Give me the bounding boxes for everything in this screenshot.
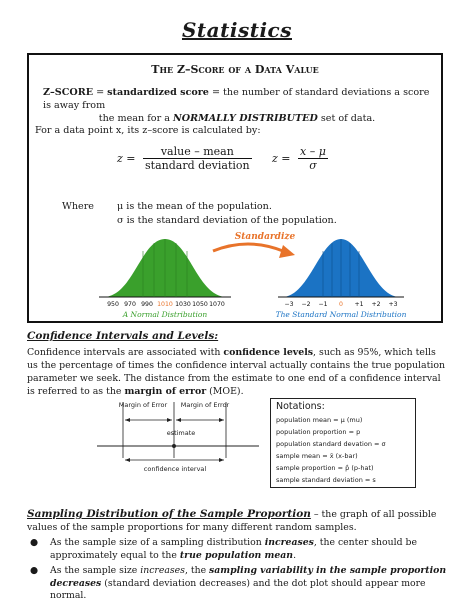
where-label: Where [62, 201, 94, 212]
b2-text-c: (standard deviation decreases) and the dot plot should appear more normal. [50, 577, 426, 601]
page-title: Statistics [181, 18, 292, 42]
left-caption: A Normal Distribution [122, 310, 208, 319]
bullet-item [30, 537, 450, 562]
left-tick-label: 1010 [157, 301, 173, 308]
ci-text-2: , such as 95%, which tells us the percentage of times the confidence interval actually contains the true population parameter we seek. The distance from the estimate to one end of a confidence interval is referred to as the [27, 347, 446, 397]
left-tick-label: 950 [107, 301, 119, 308]
ci-confidence-levels: confidence levels [223, 347, 314, 358]
point-line: For a data point x, its z–score is calculated by: [35, 125, 261, 136]
where-mu: μ is the mean of the population. [117, 201, 272, 212]
right-tick-label: +2 [371, 301, 381, 308]
def-emph: NORMALLY DISTRIBUTED [172, 113, 318, 124]
left-tick-label: 1050 [192, 301, 208, 308]
normal-curves-figure [33, 231, 437, 321]
right-tick-label: −1 [318, 301, 328, 308]
formula1-lhs: z = [117, 152, 136, 165]
ci-margin-of-error: margin of error [124, 386, 207, 397]
sampling-paragraph [27, 508, 449, 534]
notation-item: population standard devation = σ [276, 440, 386, 448]
standardize-label: Standardize [234, 232, 296, 242]
def-rest1: = the number of standard deviations a score is away from [43, 87, 430, 111]
ci-text-1: Confidence intervals are associated with [27, 347, 224, 358]
zscore-standardized: standardized score [107, 87, 209, 98]
notations-title: Notations: [276, 401, 325, 412]
notation-item: sample proportion = p̂ (p-hat) [276, 464, 374, 472]
left-tick-label: 970 [124, 301, 136, 308]
right-tick-label: −2 [301, 301, 311, 308]
margin-of-error-left-label: Margin of Error [118, 401, 168, 409]
b1-emph: increases [264, 537, 314, 548]
def-rest2b: set of data. [317, 113, 376, 124]
formula2-lhs: z = [272, 152, 291, 165]
zscore-term: Z–SCORE [43, 87, 94, 98]
right-tick-label: +3 [388, 301, 398, 308]
zscore-formula-symbols [272, 145, 328, 172]
zscore-heading: The Z–Score of a Data Value [151, 63, 319, 76]
left-tick-label: 1030 [175, 301, 191, 308]
estimate-label: estimate [166, 429, 196, 437]
b2-bold: sampling variability in the sample proportion decreases [50, 565, 447, 589]
formula2-denominator: σ [309, 159, 317, 172]
sampling-rest: – the graph of all possible values of the sample proportions for many different random samples. [27, 509, 437, 533]
confidence-interval-label: confidence interval [143, 465, 207, 473]
formula2-numerator: x – μ [300, 145, 326, 158]
right-caption: The Standard Normal Distribution [275, 310, 407, 319]
ci-arrowheads [125, 418, 224, 462]
right-tick-label: −3 [284, 301, 294, 308]
confidence-interval-diagram [95, 398, 265, 478]
b2-text-a: As the sample size [50, 565, 141, 576]
sampling-heading: Sampling Distribution of the Sample Proportion [27, 508, 311, 520]
confidence-paragraph [27, 346, 449, 398]
sampling-bullets [30, 537, 450, 606]
where-sigma: σ is the standard deviation of the population. [117, 215, 337, 226]
left-tick-label: 1070 [209, 301, 225, 308]
standardize-arrowhead [279, 245, 295, 258]
notation-item: sample standard deviation = s [276, 476, 376, 484]
b1-text-a: As the sample size of a sampling distribution [50, 537, 265, 548]
notation-item: population proportion = p [276, 428, 361, 436]
notation-item: population mean = μ (mu) [276, 416, 363, 424]
ci-text-3: (MOE). [206, 386, 244, 397]
formula1-denominator: standard deviation [145, 159, 250, 172]
bullet-dot-icon: ● [30, 537, 39, 548]
right-tick-label: 0 [339, 301, 343, 308]
bullet-dot-icon: ● [30, 565, 39, 576]
confidence-heading: Confidence Intervals and Levels: [27, 330, 219, 342]
bullet-item [30, 565, 450, 603]
left-tick-label: 990 [141, 301, 153, 308]
formula1-numerator: value – mean [143, 145, 252, 159]
b2-text-b: , the [184, 565, 210, 576]
def-eq: = [93, 87, 108, 98]
zscore-definition [43, 86, 431, 125]
standardize-arrow [213, 244, 283, 251]
def-rest2a: the mean for a [98, 113, 173, 124]
b1-text-c: . [293, 549, 297, 561]
zscore-formula-words [117, 145, 252, 172]
notation-item: sample mean = x̄ (x-bar) [276, 452, 358, 460]
notations-box [270, 398, 416, 488]
b2-emph: increases [140, 565, 185, 576]
right-tick-label: +1 [354, 301, 364, 308]
zscore-box [27, 53, 443, 323]
b1-text-b: , the center should be approximately equal to the [50, 537, 417, 561]
b1-bold: true population mean [179, 549, 294, 561]
estimate-point [172, 444, 176, 448]
margin-of-error-right-label: Margin of Error [180, 401, 230, 409]
